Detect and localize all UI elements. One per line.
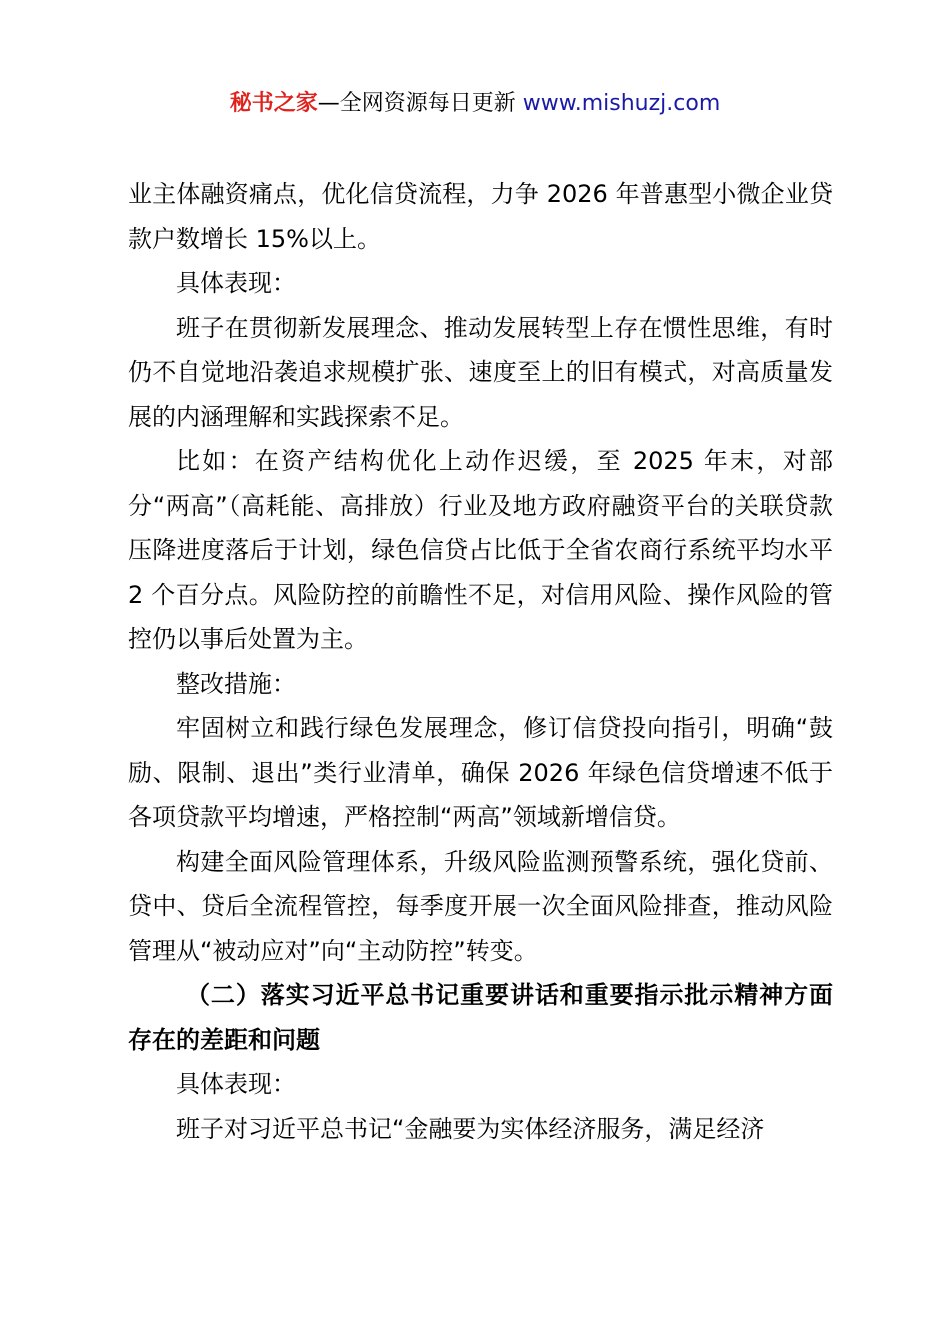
- site-tagline: —全网资源每日更新: [317, 91, 523, 116]
- section-heading: （二）落实习近平总书记重要讲话和重要指示批示精神方面存在的差距和问题: [128, 981, 833, 1054]
- paragraph: 牢固树立和践行绿色发展理念，修订信贷投向指引，明确“鼓励、限制、退出”类行业清单，确保 2026 年绿色信贷增速不低于各项贷款平均增速，严格控制“两高”领域新增信贷。: [128, 714, 833, 831]
- paragraph: 班子在贯彻新发展理念、推动发展转型上存在惯性思维，有时仍不自觉地沿袭追求规模扩张、速度至上的旧有模式，对高质量发展的内涵理解和实践探索不足。: [128, 313, 833, 431]
- site-brand: 秘书之家: [229, 91, 318, 116]
- document-body: [128, 172, 833, 1151]
- section-label: 具体表现：: [176, 269, 296, 297]
- site-header: [0, 88, 950, 120]
- site-url-link[interactable]: www.mishuzj.com: [522, 91, 721, 116]
- paragraph: 班子对习近平总书记“金融要为实体经济服务，满足经济: [176, 1114, 765, 1143]
- paragraph: 业主体融资痛点，优化信贷流程，力争 2026 年普惠型小微企业贷款户数增长 15%以上。: [128, 180, 833, 253]
- paragraph: 比如：在资产结构优化上动作迟缓，至 2025 年末，对部分“两高”（高耗能、高排放）行业及地方政府融资平台的关联贷款压降进度落后于计划，绿色信贷占比低于全省农商行系统平均水平 2 个百分点。风险防控的前瞻性不足，对信用风险、操作风险的管控仍以事后处置为主。: [128, 447, 833, 653]
- paragraph: 构建全面风险管理体系，升级风险监测预警系统，强化贷前、贷中、贷后全流程管控，每季度开展一次全面风险排查，推动风险管理从“被动应对”向“主动防控”转变。: [128, 847, 833, 965]
- section-label: 整改措施：: [176, 669, 296, 698]
- section-label: 具体表现：: [176, 1070, 296, 1098]
